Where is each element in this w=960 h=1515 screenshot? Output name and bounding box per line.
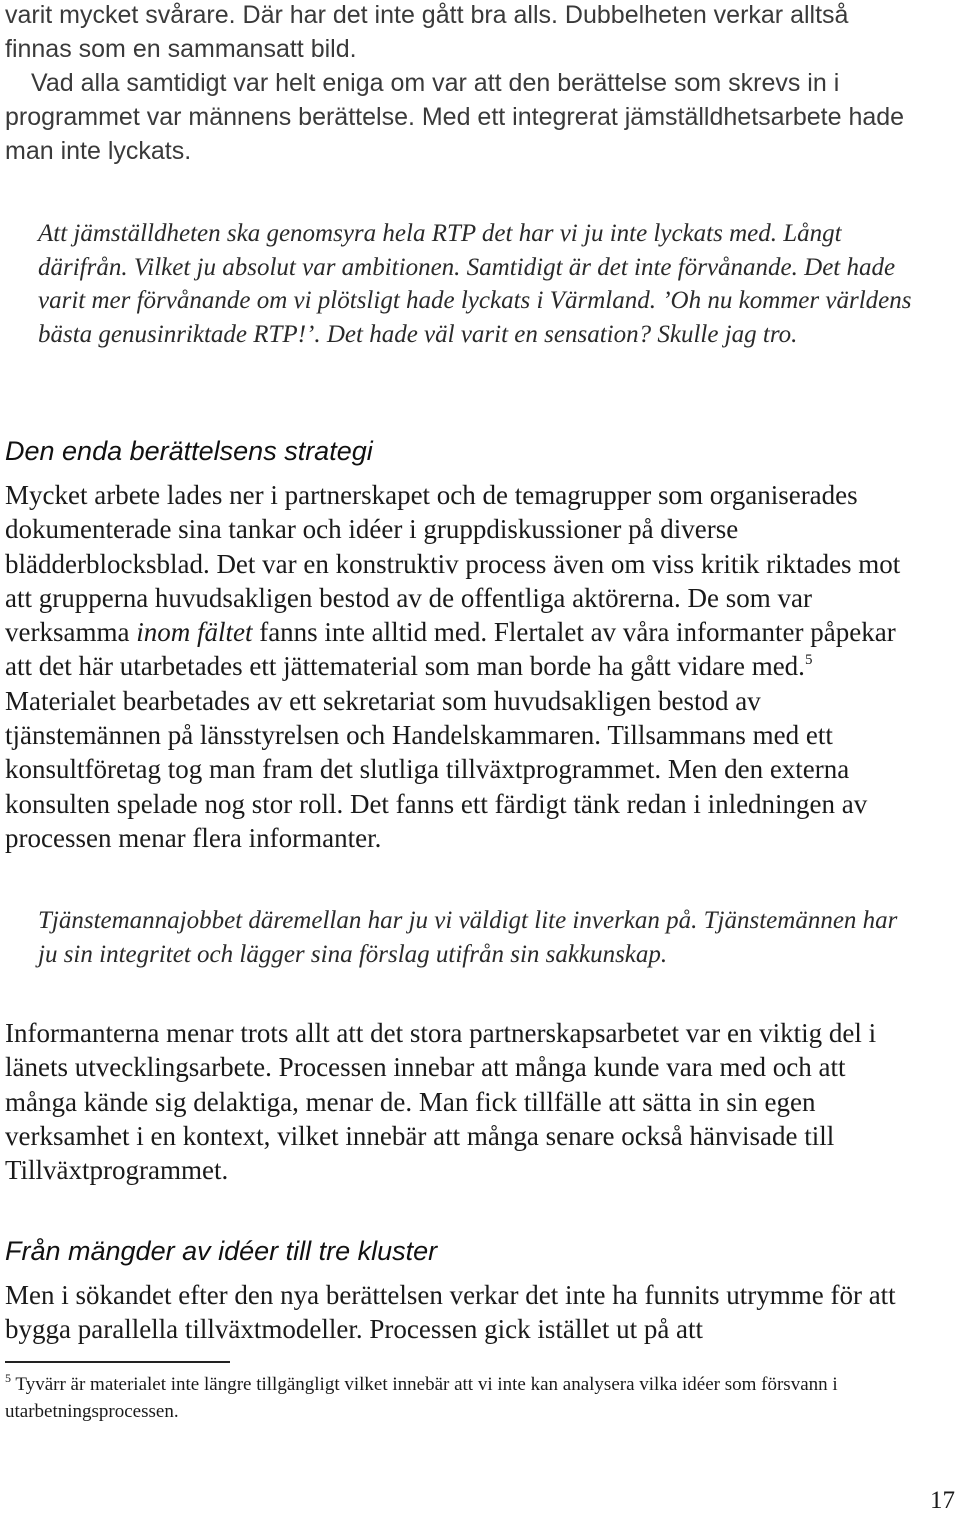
footnote-number: 5: [5, 1371, 11, 1385]
paragraph-text: fanns inte alltid med. Flertalet av våra informanter påpekar att det här utarbetades ett jättematerial som man borde ha gått vidare med.: [5, 617, 896, 682]
paragraph-text: Materialet bearbetades av ett sekretariat som huvudsakligen bestod av tjänstemännen på länsstyrelsen och Handelskammaren. Tillsammans med ett konsultföretag tog man fram det slutliga tillväxtprogrammet. Men den externa konsulten spelade nog stor roll. Det fanns ett färdigt tänk redan i inledningen av processen menar flera informanter.: [5, 685, 868, 853]
intro-paragraph: [5, 0, 910, 168]
page-number: 17: [930, 1487, 955, 1514]
section-heading-clusters: Från mängder av idéer till tre kluster: [5, 1236, 438, 1266]
emphasis-text: inom fältet: [136, 617, 253, 648]
section-heading-strategy: Den enda berättelsens strategi: [5, 436, 373, 466]
interview-quote-1: Att jämställdheten ska genomsyra hela RTP det har vi ju inte lyckats med. Långt därifrån. Vilket ju absolut var ambitionen. Samtidigt är det inte förvånande. Det hade varit mer förvånande om vi plötsligt hade lyckats i Värmland. ’Oh nu kommer världens bästa genusinriktade RTP!’. Det hade väl varit en sensation? Skulle jag tro.: [38, 220, 912, 349]
body-paragraph-strategy: [5, 478, 915, 855]
footnote-reference[interactable]: 5: [804, 652, 813, 669]
footnote-divider: [5, 1361, 230, 1363]
intro-text-part1: varit mycket svårare. Där har det inte gått bra alls. Dubbelheten verkar alltså finnas som en sammansatt bild.: [5, 1, 849, 63]
paragraph-text: Mycket arbete lades ner i partnerskapet och de temagrupper som organiserades dokumenterade sina tankar och idéer i gruppdiskussioner på diverse blädderblocksblad. Det var en konstruktiv process även om viss kritik riktades mot att grupperna huvudsakligen bestod av de offentliga aktörerna. De som var verksamma: [5, 480, 901, 648]
body-paragraph-clusters: Men i sökandet efter den nya berättelsen verkar det inte ha funnits utrymme för att bygga parallella tillväxtmodeller. Processen gick istället ut på att: [5, 1280, 896, 1345]
footnote-text: Tyvärr är materialet inte längre tillgängligt vilket innebär att vi inte kan analysera vilka idéer som försvann i utarbetningsprocessen.: [5, 1374, 838, 1422]
intro-text-part2: Vad alla samtidigt var helt eniga om var att den berättelse som skrevs in i programmet var männens berättelse. Med ett integrerat jämställdhetsarbete hade man inte lyckats.: [5, 69, 905, 165]
footnote-5: [5, 1371, 905, 1425]
body-paragraph-informants: Informanterna menar trots allt att det stora partnerskapsarbetet var en viktig del i länets utvecklingsarbete. Processen innebar att många kunde vara med och att många kände sig delaktiga, menar de. Man fick tillfälle att sätta in sin egen verksamhet i en kontext, vilket innebär att många senare också hänvisade till Tillväxtprogrammet.: [5, 1018, 877, 1186]
interview-quote-2: Tjänstemannajobbet däremellan har ju vi väldigt lite inverkan på. Tjänstemännen har ju sin integritet och lägger sina förslag utifrån sin sakkunskap.: [38, 907, 898, 968]
